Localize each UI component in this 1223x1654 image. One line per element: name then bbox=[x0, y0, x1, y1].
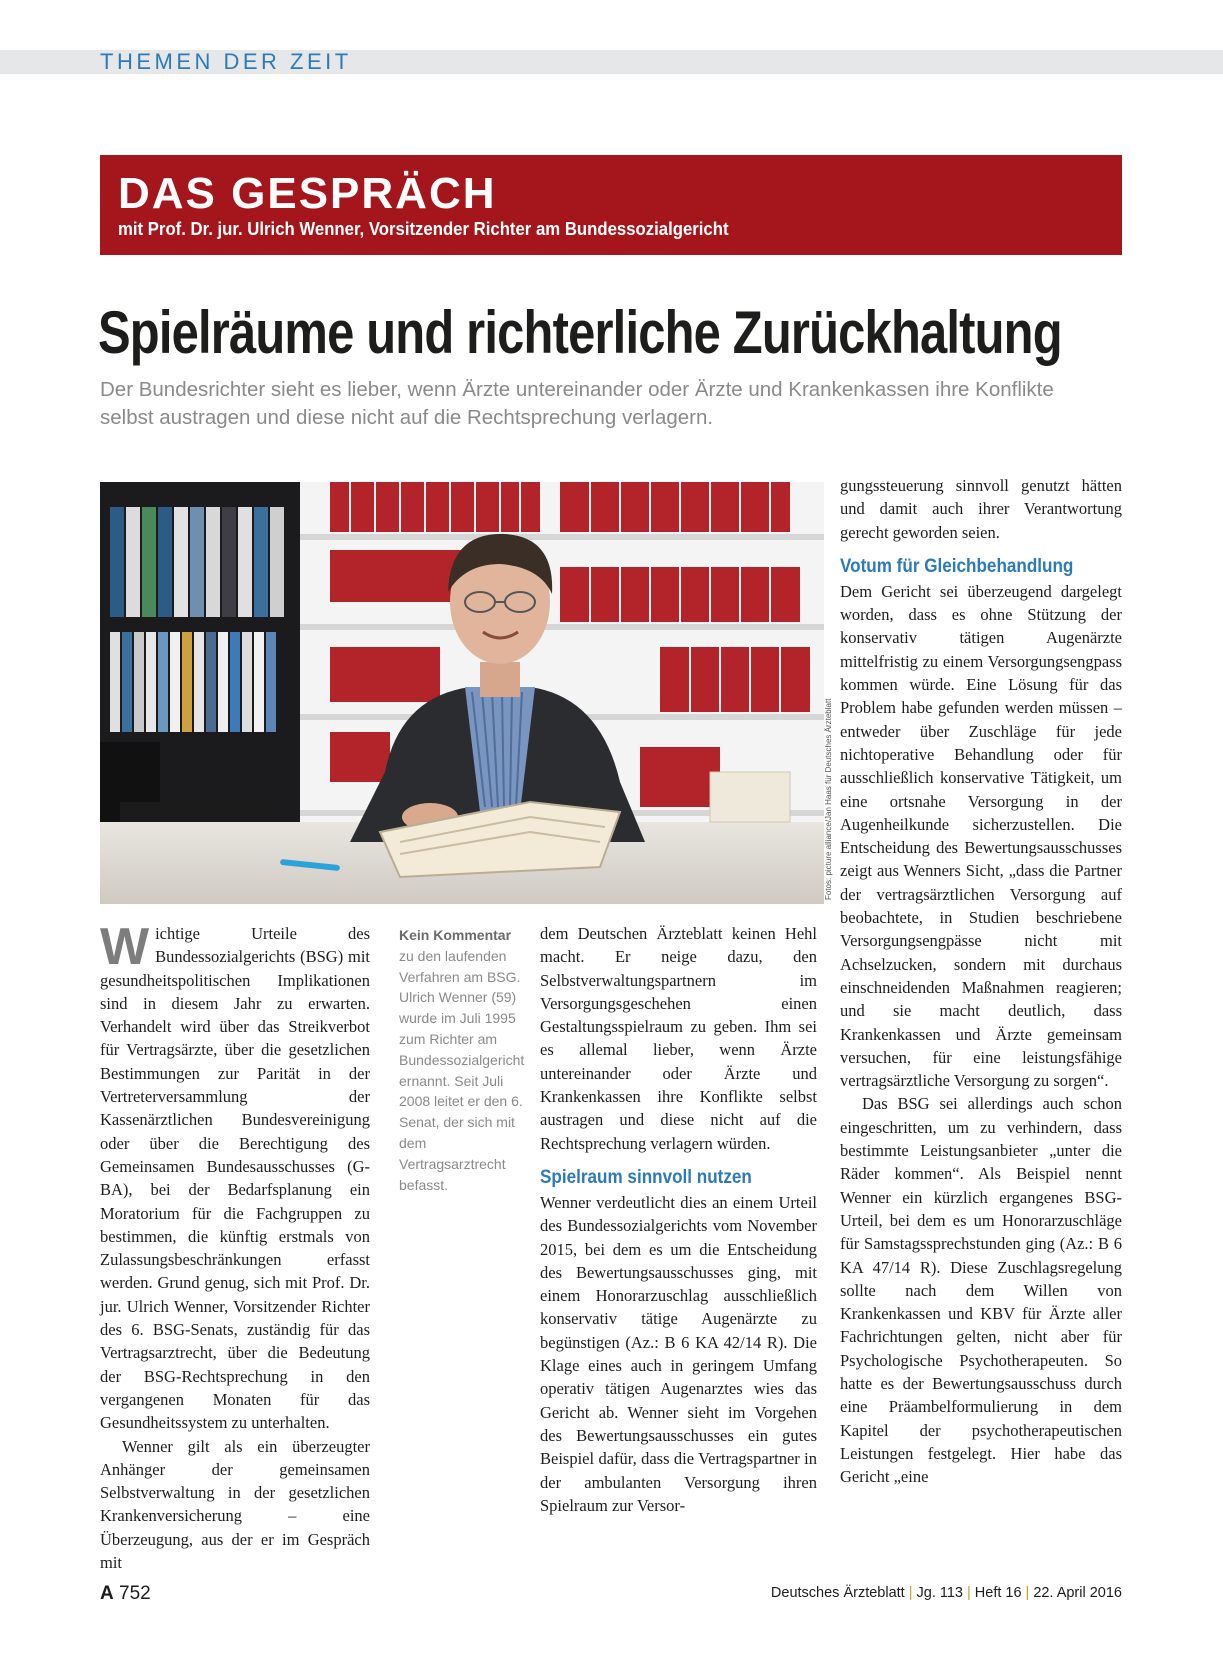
column-1-paragraph-2: Wenner gilt als ein überzeugter Anhänger der gemeinsamen Selbstverwaltung in der gesetzlichen Krankenversicherung – eine Überzeugung, aus der er im Gespräch mit bbox=[100, 1436, 370, 1573]
info-sidebar bbox=[399, 925, 527, 1195]
page-number-value: 752 bbox=[119, 1583, 151, 1604]
journal-volume: Jg. 113 bbox=[916, 1585, 963, 1601]
journal-info: Deutsches Ärzteblatt | Jg. 113 | Heft 16 | 22. April 2016 bbox=[770, 1585, 1122, 1601]
article-photo bbox=[100, 482, 824, 904]
banner-title: DAS GESPRÄCH bbox=[118, 169, 497, 218]
column-4-paragraph-2: Dem Gericht sei überzeugend dargelegt worden, dass es ohne Stützung der konservativ tätigen Augenärzte mittelfristig zu einem Versorgungsengpass kommen würde. Eine Lösung für das Problem habe gefunden werden müssen – entweder über Zuschläge für jede nichtoperative Behandlung oder für ausschließlich konservative Tätigkeit, um eine ortsnahe Versorgung in der Augenheilkunde sicherzustellen. Die Entscheidung des Bewertungsausschusses zeigt aus Wenners Sicht, „dass die Partner der vertragsärztlichen Versorgung auf beobachtete, in Studien beschriebene Versorgungsengpässe nicht mit Achselzucken, sondern mit durchaus einschneidenden Maßnahmen reagieren; und sie macht deutlich, dass Krankenkassen und Ärzte gemeinsam versuchen, für eine leistungsfähige vertragsärztliche Versorgung zu sorgen“. bbox=[840, 581, 1122, 1091]
journal-name: Deutsches Ärzteblatt bbox=[770, 1585, 905, 1601]
sidebar-title: Kein Kommentar bbox=[399, 927, 512, 943]
subheading-spielraum: Spielraum sinnvoll nutzen bbox=[540, 1166, 752, 1188]
journal-date: 22. April 2016 bbox=[1033, 1585, 1122, 1601]
article-column-1 bbox=[100, 918, 370, 1574]
dropcap: W bbox=[100, 918, 150, 976]
article-column-3 bbox=[540, 922, 817, 1517]
journal-issue: Heft 16 bbox=[974, 1585, 1022, 1601]
article-column-4 bbox=[840, 474, 1122, 1488]
column-4-paragraph-1: gungssteuerung sinnvoll genutzt hätten und damit auch ihrer Verantwortung gerecht geworden seien. bbox=[840, 476, 1122, 542]
banner-subtitle: mit Prof. Dr. jur. Ulrich Wenner, Vorsitzender Richter am Bundessozialgericht bbox=[118, 219, 729, 239]
sidebar-text: zu den laufenden Verfahren am BSG. Ulrich Wenner (59) wurde im Juli 1995 zum Richter am Bundessozialgericht ernannt. Seit Juli 2008 leitet er den 6. Senat, der sich mit dem Vertragsarztrecht befasst. bbox=[399, 947, 525, 1193]
page-prefix: A bbox=[100, 1583, 114, 1604]
photo-judge-in-office bbox=[100, 482, 824, 904]
subheading-votum: Votum für Gleichbehandlung bbox=[840, 555, 1074, 577]
article-lead: Der Bundesrichter sieht es lieber, wenn Ärzte untereinander oder Ärzte und Krankenkassen ihre Konflikte selbst austragen und diese nicht auf die Rechtsprechung verlagern. bbox=[100, 378, 1054, 429]
column-1-paragraph-1: ichtige Urteile des Bundessozialgerichts (BSG) mit gesundheitspolitischen Implikationen sind in diesem Jahr zu erwarten. Verhandelt wird über das Streikverbot für Vertragsärzte, über die gesetzlichen Bestimmungen zur Parität in der Vertreterversammlung der Kassenärztlichen Bundesvereinigung oder über die Berechtigung des Gemeinsamen Bundesausschusses (G-BA), bei der Bedarfsplanung ein Moratorium für die Fachgruppen zu bestimmen, die künftig erstmals von Zulassungsbeschränkungen erfasst werden. Grund genug, sich mit Prof. Dr. jur. Ulrich Wenner, Vorsitzender Richter des 6. BSG-Senats, zuständig für das Vertragsarztrecht, über die Bedeutung der BSG-Rechtsprechung in den vergangenen Monaten für das Gesundheitssystem zu unterhalten. bbox=[100, 924, 370, 1433]
interview-banner bbox=[100, 155, 1122, 255]
photo-credit: Fotos: picture alliance/Jan Haas für Deutsches Ärzteblatt bbox=[824, 698, 833, 900]
column-3-paragraph-1: dem Deutschen Ärzteblatt keinen Hehl macht. Er neige dazu, den Selbstverwaltungspartnern im Versorgungsgeschehen einen Gestaltungsspielraum zu geben. Ihm sei es allemal lieber, wenn Ärzte untereinander oder Ärzte und Krankenkassen ihre Konflikte selbst austragen und diese nicht auf die Rechtsprechung verlagern würden. bbox=[540, 924, 817, 1153]
column-4-paragraph-3: Das BSG sei allerdings auch schon eingeschritten, um zu verhindern, dass bestimmte Leistungsanbieter „unter die Räder kommen“. Als Beispiel nennt Wenner ein kürzlich ergangenes BSG-Urteil, bei dem es um Honorarzuschläge für Samstagssprechstunden ging (Az.: B 6 KA 47/14 R). Diese Zuschlagsregelung sollte nach dem Willen von Krankenkassen und KBV für Ärzte aller Fachrichtungen gelten, nicht aber für Psychologische Psychotherapeuten. So hatte es der Bewertungsausschuss durch eine Präambelformulierung in dem Kapitel der psychotherapeutischen Leistungen festgelegt. Hier habe das Gericht „eine bbox=[840, 1094, 1122, 1487]
page-number bbox=[100, 1583, 151, 1605]
section-label: THEMEN DER ZEIT bbox=[100, 49, 352, 74]
column-3-paragraph-2: Wenner verdeutlicht dies an einem Urteil des Bundessozialgerichts vom November 2015, bei dem es um die Entscheidung des Bewertungsausschusses ging, mit einem Honorarzuschlag ausschließlich konservativ tätige Augenärzte zu begünstigen (Az.: B 6 KA 42/14 R). Die Klage eines auch in geringem Umfang operativ tätigen Augenarztes wies das Gericht ab. Wenner sieht im Vorgehen des Bewertungsausschusses ein gutes Beispiel dafür, dass die Vertragspartner in der ambulanten Versorgung ihren Spielraum zur Versor- bbox=[540, 1192, 817, 1515]
article-headline: Spielräume und richterliche Zurückhaltung bbox=[98, 299, 1062, 366]
